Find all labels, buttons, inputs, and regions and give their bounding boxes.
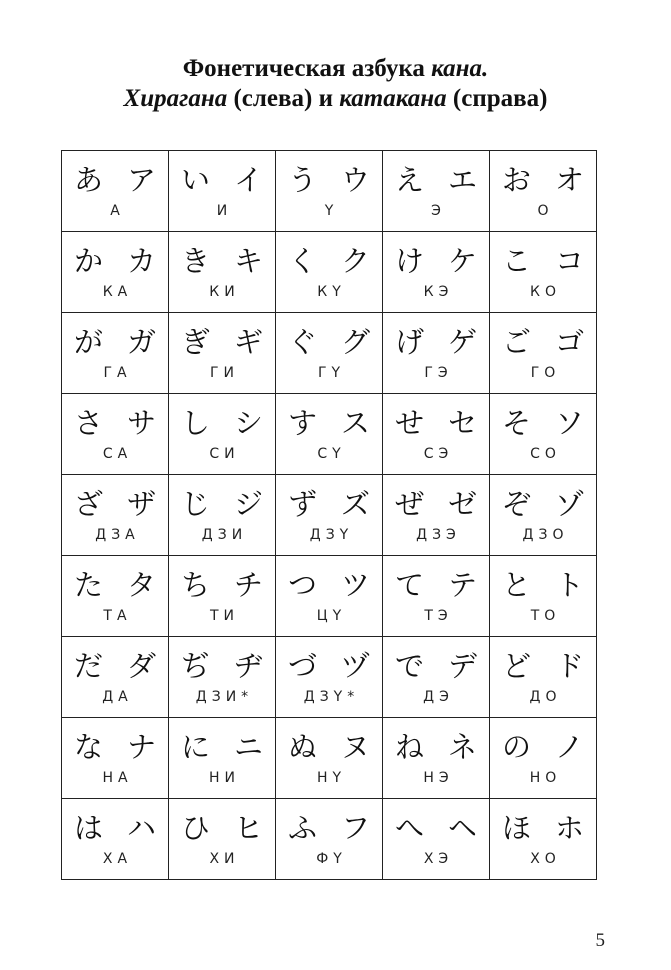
kana-cell xyxy=(62,556,169,637)
reading-label: ЦY xyxy=(316,608,347,624)
katakana-char: コ xyxy=(554,244,584,278)
katakana-char: ヒ xyxy=(233,811,263,845)
hiragana-char: い xyxy=(180,163,210,197)
hiragana-char: は xyxy=(73,811,103,845)
reading-label: ГЭ xyxy=(424,365,453,381)
kana-pair xyxy=(62,325,168,359)
hiragana-char: き xyxy=(180,244,210,278)
hiragana-char: せ xyxy=(394,406,424,440)
reading-label: ДЗЭ xyxy=(416,527,461,543)
reading-label: КЭ xyxy=(423,284,454,300)
kana-row xyxy=(62,718,597,799)
kana-cell xyxy=(490,637,597,718)
title-line-1 xyxy=(0,54,671,84)
kana-cell xyxy=(276,394,383,475)
kana-cell xyxy=(276,718,383,799)
reading-label: Y xyxy=(324,203,339,219)
kana-pair xyxy=(383,406,489,440)
kana-pair xyxy=(169,325,275,359)
katakana-char: キ xyxy=(233,244,263,278)
kana-cell xyxy=(169,799,276,880)
kana-cell xyxy=(169,475,276,556)
kana-cell xyxy=(62,394,169,475)
katakana-char: ケ xyxy=(447,244,477,278)
kana-pair xyxy=(383,568,489,602)
kana-row xyxy=(62,394,597,475)
kana-pair xyxy=(383,730,489,764)
katakana-char: タ xyxy=(126,568,156,602)
hiragana-char: そ xyxy=(501,406,531,440)
kana-pair xyxy=(276,568,382,602)
kana-table xyxy=(61,150,597,880)
reading-label: О xyxy=(537,203,554,219)
kana-pair xyxy=(490,811,596,845)
katakana-char: ソ xyxy=(554,406,584,440)
kana-row xyxy=(62,556,597,637)
katakana-char: ヌ xyxy=(340,730,370,764)
title-text-3: Хирагана xyxy=(123,85,228,112)
kana-pair xyxy=(169,811,275,845)
reading-label: ДЗИ* xyxy=(195,689,254,705)
kana-pair xyxy=(383,811,489,845)
kana-table-body xyxy=(62,151,597,880)
katakana-char: ド xyxy=(554,649,584,683)
kana-cell xyxy=(276,475,383,556)
kana-cell xyxy=(169,151,276,232)
kana-row xyxy=(62,475,597,556)
reading-label: ДА xyxy=(102,689,133,705)
kana-cell xyxy=(383,313,490,394)
hiragana-char: あ xyxy=(73,163,103,197)
reading-label: СИ xyxy=(209,446,240,462)
kana-row xyxy=(62,151,597,232)
hiragana-char: げ xyxy=(394,325,424,359)
kana-pair xyxy=(276,487,382,521)
reading-label: КО xyxy=(530,284,561,300)
page-title xyxy=(0,54,671,114)
hiragana-char: ぢ xyxy=(180,649,210,683)
reading-label: КИ xyxy=(209,284,240,300)
kana-cell xyxy=(62,637,169,718)
hiragana-char: お xyxy=(501,163,531,197)
reading-label: И xyxy=(216,203,233,219)
kana-cell xyxy=(383,475,490,556)
katakana-char: ツ xyxy=(340,568,370,602)
kana-pair xyxy=(383,163,489,197)
hiragana-char: こ xyxy=(501,244,531,278)
kana-pair xyxy=(383,244,489,278)
kana-cell xyxy=(490,718,597,799)
hiragana-char: く xyxy=(287,244,317,278)
katakana-char: セ xyxy=(447,406,477,440)
hiragana-char: ひ xyxy=(180,811,210,845)
kana-pair xyxy=(383,649,489,683)
kana-cell xyxy=(383,232,490,313)
reading-label: Э xyxy=(431,203,446,219)
hiragana-char: え xyxy=(394,163,424,197)
reading-label: ДЗY xyxy=(309,527,354,543)
page-number: 5 xyxy=(595,930,605,951)
hiragana-char: な xyxy=(73,730,103,764)
reading-label: ТА xyxy=(103,608,132,624)
kana-cell xyxy=(490,313,597,394)
kana-cell xyxy=(490,232,597,313)
kana-cell xyxy=(62,151,169,232)
kana-pair xyxy=(490,163,596,197)
kana-cell xyxy=(276,232,383,313)
katakana-char: デ xyxy=(447,649,477,683)
reading-label: НЭ xyxy=(423,770,454,786)
kana-cell xyxy=(383,394,490,475)
reading-label: ГО xyxy=(530,365,561,381)
hiragana-char: て xyxy=(394,568,424,602)
reading-label: ХЭ xyxy=(423,851,454,867)
katakana-char: オ xyxy=(554,163,584,197)
kana-cell xyxy=(169,637,276,718)
title-line-2 xyxy=(0,84,671,114)
kana-pair xyxy=(62,406,168,440)
katakana-char: ヂ xyxy=(233,649,263,683)
hiragana-char: と xyxy=(501,568,531,602)
hiragana-char: の xyxy=(501,730,531,764)
reading-label: НО xyxy=(529,770,562,786)
katakana-char: ズ xyxy=(340,487,370,521)
title-text-5: катакана xyxy=(339,85,447,112)
reading-label: ДО xyxy=(529,689,562,705)
kana-cell xyxy=(169,394,276,475)
kana-pair xyxy=(490,730,596,764)
hiragana-char: つ xyxy=(287,568,317,602)
kana-pair xyxy=(276,163,382,197)
hiragana-char: ど xyxy=(501,649,531,683)
hiragana-char: に xyxy=(180,730,210,764)
katakana-char: ネ xyxy=(447,730,477,764)
hiragana-char: う xyxy=(287,163,317,197)
hiragana-char: ぞ xyxy=(501,487,531,521)
katakana-char: ゾ xyxy=(554,487,584,521)
katakana-char: ナ xyxy=(126,730,156,764)
katakana-char: ザ xyxy=(126,487,156,521)
kana-cell xyxy=(383,556,490,637)
kana-cell xyxy=(62,475,169,556)
reading-label: КY xyxy=(317,284,346,300)
kana-cell xyxy=(169,556,276,637)
kana-pair xyxy=(276,811,382,845)
katakana-char: イ xyxy=(233,163,263,197)
katakana-char: ウ xyxy=(340,163,370,197)
kana-pair xyxy=(490,649,596,683)
katakana-char: テ xyxy=(447,568,477,602)
katakana-char: ヘ xyxy=(447,811,477,845)
kana-pair xyxy=(62,730,168,764)
kana-cell xyxy=(490,799,597,880)
hiragana-char: づ xyxy=(287,649,317,683)
kana-cell xyxy=(490,151,597,232)
kana-pair xyxy=(169,730,275,764)
katakana-char: カ xyxy=(126,244,156,278)
hiragana-char: た xyxy=(73,568,103,602)
kana-cell xyxy=(490,475,597,556)
reading-label: ТО xyxy=(530,608,561,624)
hiragana-char: が xyxy=(73,325,103,359)
title-text-1: Фонетическая азбука xyxy=(182,55,432,82)
hiragana-char: へ xyxy=(394,811,424,845)
hiragana-char: ぐ xyxy=(287,325,317,359)
title-text-2: кана. xyxy=(431,55,489,82)
hiragana-char: ざ xyxy=(73,487,103,521)
kana-cell xyxy=(383,637,490,718)
kana-pair xyxy=(490,406,596,440)
katakana-char: ハ xyxy=(126,811,156,845)
katakana-char: ダ xyxy=(126,649,156,683)
katakana-char: グ xyxy=(340,325,370,359)
hiragana-char: ぬ xyxy=(287,730,317,764)
katakana-char: ガ xyxy=(126,325,156,359)
hiragana-char: で xyxy=(394,649,424,683)
kana-cell xyxy=(276,556,383,637)
hiragana-char: ぜ xyxy=(394,487,424,521)
katakana-char: ヅ xyxy=(340,649,370,683)
hiragana-char: ず xyxy=(287,487,317,521)
reading-label: СY xyxy=(317,446,346,462)
kana-cell xyxy=(276,637,383,718)
kana-pair xyxy=(169,244,275,278)
hiragana-char: ふ xyxy=(287,811,317,845)
katakana-char: エ xyxy=(447,163,477,197)
kana-pair xyxy=(276,244,382,278)
hiragana-char: ほ xyxy=(501,811,531,845)
reading-label: ФY xyxy=(316,851,347,867)
hiragana-char: さ xyxy=(73,406,103,440)
kana-pair xyxy=(62,163,168,197)
katakana-char: ノ xyxy=(554,730,584,764)
title-text-6: (справа) xyxy=(446,85,548,112)
reading-label: НY xyxy=(316,770,347,786)
kana-pair xyxy=(62,244,168,278)
reading-label: ТЭ xyxy=(424,608,453,624)
kana-pair xyxy=(169,487,275,521)
katakana-char: チ xyxy=(233,568,263,602)
hiragana-char: け xyxy=(394,244,424,278)
kana-pair xyxy=(276,325,382,359)
kana-pair xyxy=(62,568,168,602)
katakana-char: ゲ xyxy=(447,325,477,359)
reading-label: ГА xyxy=(103,365,132,381)
reading-label: ДЗИ xyxy=(201,527,248,543)
kana-pair xyxy=(62,487,168,521)
kana-cell xyxy=(62,313,169,394)
katakana-char: ホ xyxy=(554,811,584,845)
reading-label: ДЗА xyxy=(95,527,140,543)
kana-pair xyxy=(276,406,382,440)
hiragana-char: し xyxy=(180,406,210,440)
kana-pair xyxy=(490,244,596,278)
hiragana-char: じ xyxy=(180,487,210,521)
kana-cell xyxy=(490,556,597,637)
kana-pair xyxy=(169,163,275,197)
kana-cell xyxy=(276,151,383,232)
hiragana-char: ご xyxy=(501,325,531,359)
katakana-char: ゼ xyxy=(447,487,477,521)
katakana-char: ア xyxy=(126,163,156,197)
kana-cell xyxy=(169,232,276,313)
kana-row xyxy=(62,799,597,880)
katakana-char: フ xyxy=(340,811,370,845)
kana-pair xyxy=(490,568,596,602)
katakana-char: ニ xyxy=(233,730,263,764)
title-text-4: (слева) и xyxy=(227,85,340,112)
kana-row xyxy=(62,232,597,313)
kana-cell xyxy=(383,151,490,232)
hiragana-char: ぎ xyxy=(180,325,210,359)
reading-label: ДЗО xyxy=(522,527,569,543)
katakana-char: ジ xyxy=(233,487,263,521)
kana-pair xyxy=(276,649,382,683)
reading-label: ХИ xyxy=(209,851,240,867)
kana-pair xyxy=(276,730,382,764)
hiragana-char: か xyxy=(73,244,103,278)
kana-cell xyxy=(169,313,276,394)
reading-label: ДЗY* xyxy=(303,689,360,705)
kana-pair xyxy=(383,487,489,521)
kana-cell xyxy=(276,799,383,880)
kana-pair xyxy=(490,487,596,521)
katakana-char: サ xyxy=(126,406,156,440)
reading-label: ХО xyxy=(530,851,561,867)
katakana-char: シ xyxy=(233,406,263,440)
hiragana-char: ね xyxy=(394,730,424,764)
reading-label: НА xyxy=(102,770,133,786)
kana-cell xyxy=(62,718,169,799)
reading-label: ДЭ xyxy=(423,689,454,705)
katakana-char: ク xyxy=(340,244,370,278)
kana-pair xyxy=(62,811,168,845)
hiragana-char: だ xyxy=(73,649,103,683)
kana-cell xyxy=(62,232,169,313)
kana-cell xyxy=(383,718,490,799)
kana-row xyxy=(62,637,597,718)
katakana-char: ゴ xyxy=(554,325,584,359)
kana-cell xyxy=(169,718,276,799)
reading-label: НИ xyxy=(209,770,240,786)
kana-cell xyxy=(383,799,490,880)
reading-label: А xyxy=(110,203,125,219)
kana-cell xyxy=(490,394,597,475)
reading-label: СО xyxy=(530,446,561,462)
reading-label: СА xyxy=(102,446,133,462)
kana-cell xyxy=(62,799,169,880)
kana-pair xyxy=(169,568,275,602)
reading-label: ТИ xyxy=(209,608,240,624)
reading-label: КА xyxy=(102,284,133,300)
hiragana-char: ち xyxy=(180,568,210,602)
kana-pair xyxy=(169,406,275,440)
kana-pair xyxy=(62,649,168,683)
kana-pair xyxy=(383,325,489,359)
katakana-char: ト xyxy=(554,568,584,602)
katakana-char: ス xyxy=(340,406,370,440)
hiragana-char: す xyxy=(287,406,317,440)
kana-pair xyxy=(169,649,275,683)
reading-label: ХА xyxy=(102,851,133,867)
kana-row xyxy=(62,313,597,394)
katakana-char: ギ xyxy=(233,325,263,359)
kana-cell xyxy=(276,313,383,394)
reading-label: ГИ xyxy=(209,365,239,381)
kana-pair xyxy=(490,325,596,359)
reading-label: ГY xyxy=(317,365,346,381)
reading-label: СЭ xyxy=(423,446,454,462)
